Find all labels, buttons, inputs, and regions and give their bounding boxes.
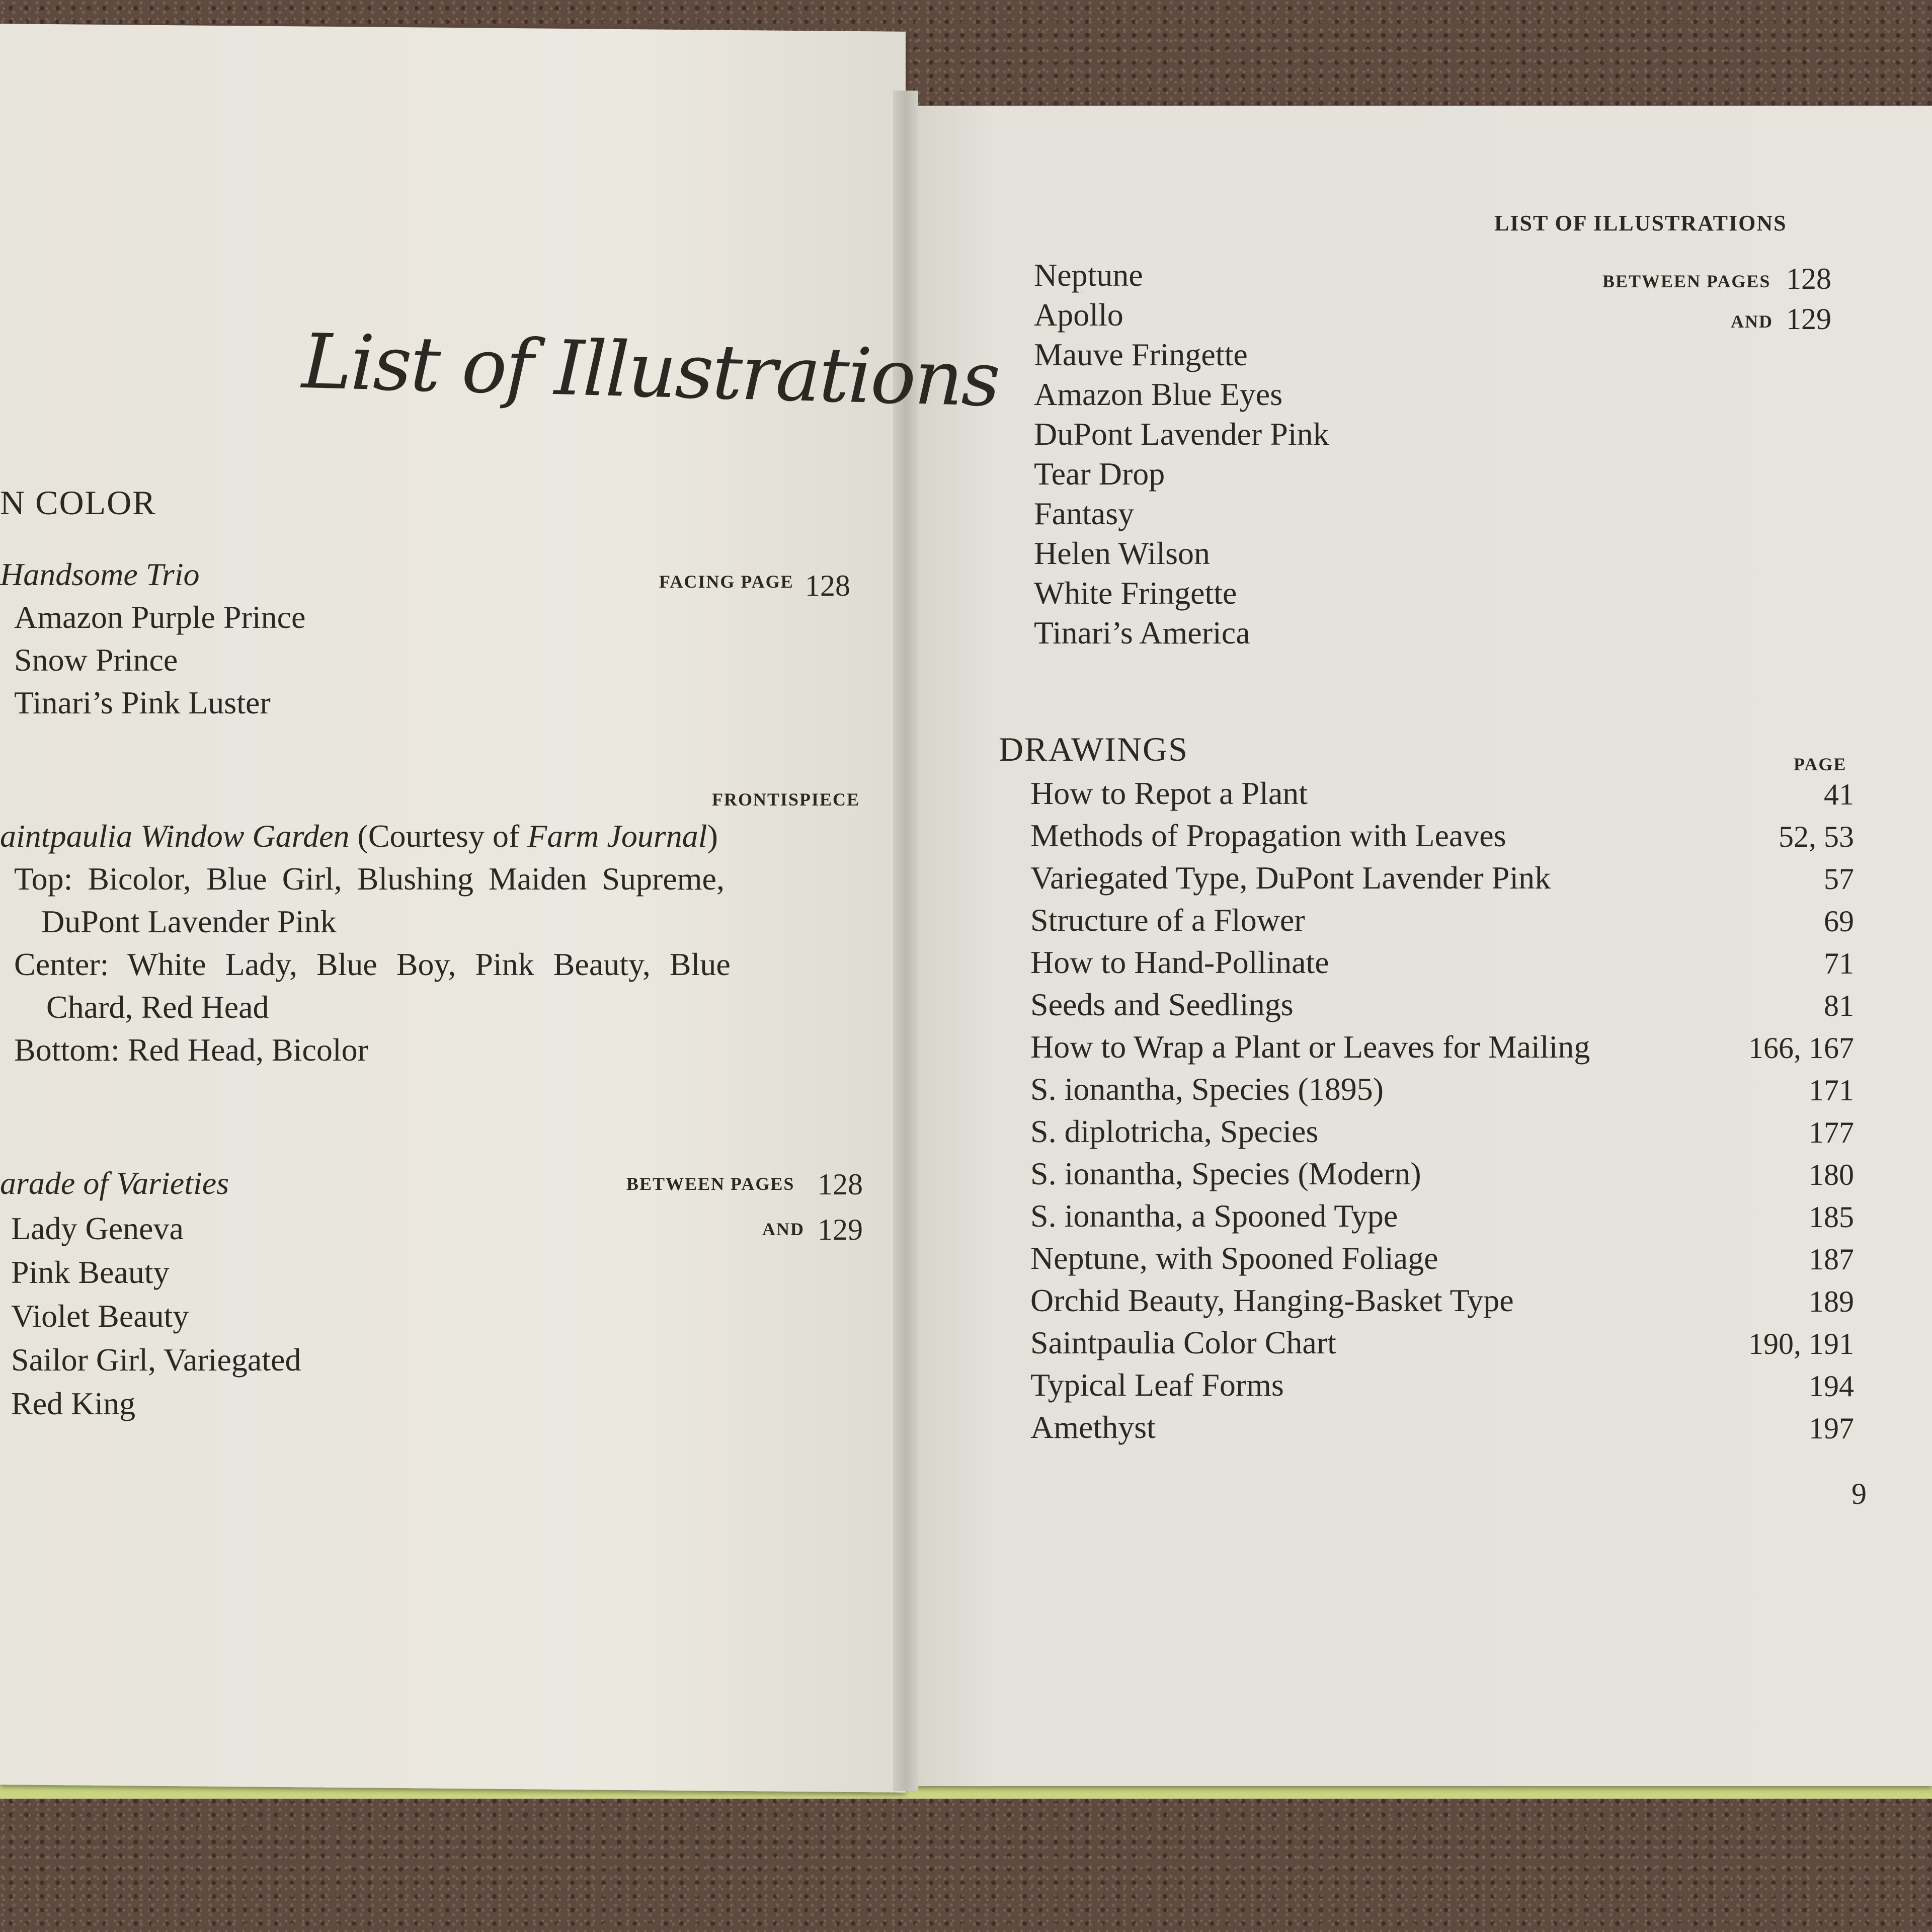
page-column-label: PAGE — [1794, 754, 1847, 774]
frontispiece-line: Top: Bicolor, Blue Girl, Blushing Maiden Supreme, — [14, 861, 725, 897]
parade-item: Red King — [11, 1386, 136, 1421]
drawing-title: S. diplotricha, Species — [1030, 1113, 1319, 1149]
drawing-page: 180 — [1809, 1158, 1854, 1191]
frontispiece-line: Bottom: Red Head, Bicolor — [14, 1032, 368, 1068]
drawing-title: How to Wrap a Plant or Leaves for Mailing — [1030, 1029, 1590, 1065]
drawing-page: 69 — [1824, 905, 1854, 938]
parade-item: Sailor Girl, Variegated — [11, 1342, 301, 1378]
drawing-page: 177 — [1809, 1116, 1854, 1149]
section-heading-color: N COLOR — [0, 484, 156, 522]
drawing-title: Saintpaulia Color Chart — [1030, 1325, 1336, 1360]
running-head: LIST OF ILLUSTRATIONS — [1494, 211, 1787, 235]
drawing-title: How to Hand-Pollinate — [1030, 944, 1329, 980]
parade-item: Pink Beauty — [11, 1254, 170, 1290]
drawing-page: 189 — [1809, 1285, 1854, 1318]
trio-label: FACING PAGE — [659, 572, 794, 592]
right-label-and: AND — [1731, 311, 1773, 332]
frontispiece-label: FRONTISPIECE — [712, 789, 860, 810]
color-item: Amazon Blue Eyes — [1034, 376, 1283, 412]
drawing-page: 185 — [1809, 1200, 1854, 1234]
page-title: List of Illustrations — [300, 317, 1000, 424]
drawing-page: 166, 167 — [1748, 1031, 1854, 1065]
parade-page2: 129 — [818, 1213, 863, 1246]
drawing-title: Variegated Type, DuPont Lavender Pink — [1030, 860, 1551, 896]
drawing-page: 197 — [1809, 1412, 1854, 1445]
frontispiece-line: Center: White Lady, Blue Boy, Pink Beauty, Blue — [14, 946, 731, 982]
right-page2: 129 — [1786, 302, 1831, 336]
drawing-page: 52, 53 — [1779, 820, 1854, 853]
drawing-title: Methods of Propagation with Leaves — [1030, 818, 1506, 853]
drawing-page: 190, 191 — [1748, 1327, 1854, 1360]
drawings-heading: DRAWINGS — [999, 730, 1188, 768]
drawing-title: How to Repot a Plant — [1030, 775, 1308, 811]
drawing-title: Orchid Beauty, Hanging-Basket Type — [1030, 1282, 1514, 1318]
color-item: White Fringette — [1034, 575, 1237, 611]
drawing-title: Seeds and Seedlings — [1030, 987, 1294, 1022]
trio-item: Amazon Purple Prince — [14, 599, 306, 635]
trio-heading: Handsome Trio — [0, 556, 200, 592]
frontispiece-line: DuPont Lavender Pink — [41, 904, 337, 939]
color-item: DuPont Lavender Pink — [1034, 416, 1329, 452]
parade-page1: 128 — [818, 1168, 863, 1201]
parade-heading: arade of Varieties — [0, 1165, 229, 1201]
color-item: Helen Wilson — [1034, 535, 1210, 571]
drawing-title: S. ionantha, Species (Modern) — [1030, 1156, 1421, 1191]
trio-item: Snow Prince — [14, 642, 178, 678]
drawing-title: Structure of a Flower — [1030, 902, 1305, 938]
color-item: Tear Drop — [1034, 456, 1165, 492]
trio-item: Tinari’s Pink Luster — [14, 685, 271, 720]
drawing-page: 81 — [1824, 989, 1854, 1022]
drawing-title: Neptune, with Spooned Foliage — [1030, 1240, 1438, 1276]
color-item: Fantasy — [1034, 496, 1135, 531]
right-page1: 128 — [1786, 262, 1831, 295]
drawing-page: 171 — [1809, 1074, 1854, 1107]
parade-item: Violet Beauty — [11, 1298, 189, 1334]
drawing-page: 187 — [1809, 1243, 1854, 1276]
parade-label-and: AND — [762, 1219, 804, 1239]
color-item: Neptune — [1034, 257, 1143, 293]
drawing-title: Amethyst — [1030, 1409, 1156, 1445]
color-item: Tinari’s America — [1034, 615, 1250, 651]
trio-page: 128 — [805, 569, 850, 602]
color-item: Apollo — [1034, 297, 1123, 333]
drawing-page: 71 — [1824, 947, 1854, 980]
drawing-page: 194 — [1809, 1370, 1854, 1403]
drawing-title: S. ionantha, Species (1895) — [1030, 1071, 1384, 1107]
color-item: Mauve Fringette — [1034, 337, 1248, 372]
frontispiece-line: Chard, Red Head — [46, 989, 269, 1025]
drawing-title: S. ionantha, a Spooned Type — [1030, 1198, 1398, 1234]
parade-label-between: BETWEEN PAGES — [626, 1174, 795, 1194]
drawing-page: 41 — [1824, 778, 1854, 811]
drawing-page: 57 — [1824, 862, 1854, 896]
folio: 9 — [1852, 1477, 1867, 1510]
right-label-between: BETWEEN PAGES — [1602, 271, 1771, 291]
drawing-title: Typical Leaf Forms — [1030, 1367, 1284, 1403]
parade-item: Lady Geneva — [11, 1211, 184, 1246]
frontispiece-heading: aintpaulia Window Garden (Courtesy of Farm Journal) — [0, 818, 718, 854]
